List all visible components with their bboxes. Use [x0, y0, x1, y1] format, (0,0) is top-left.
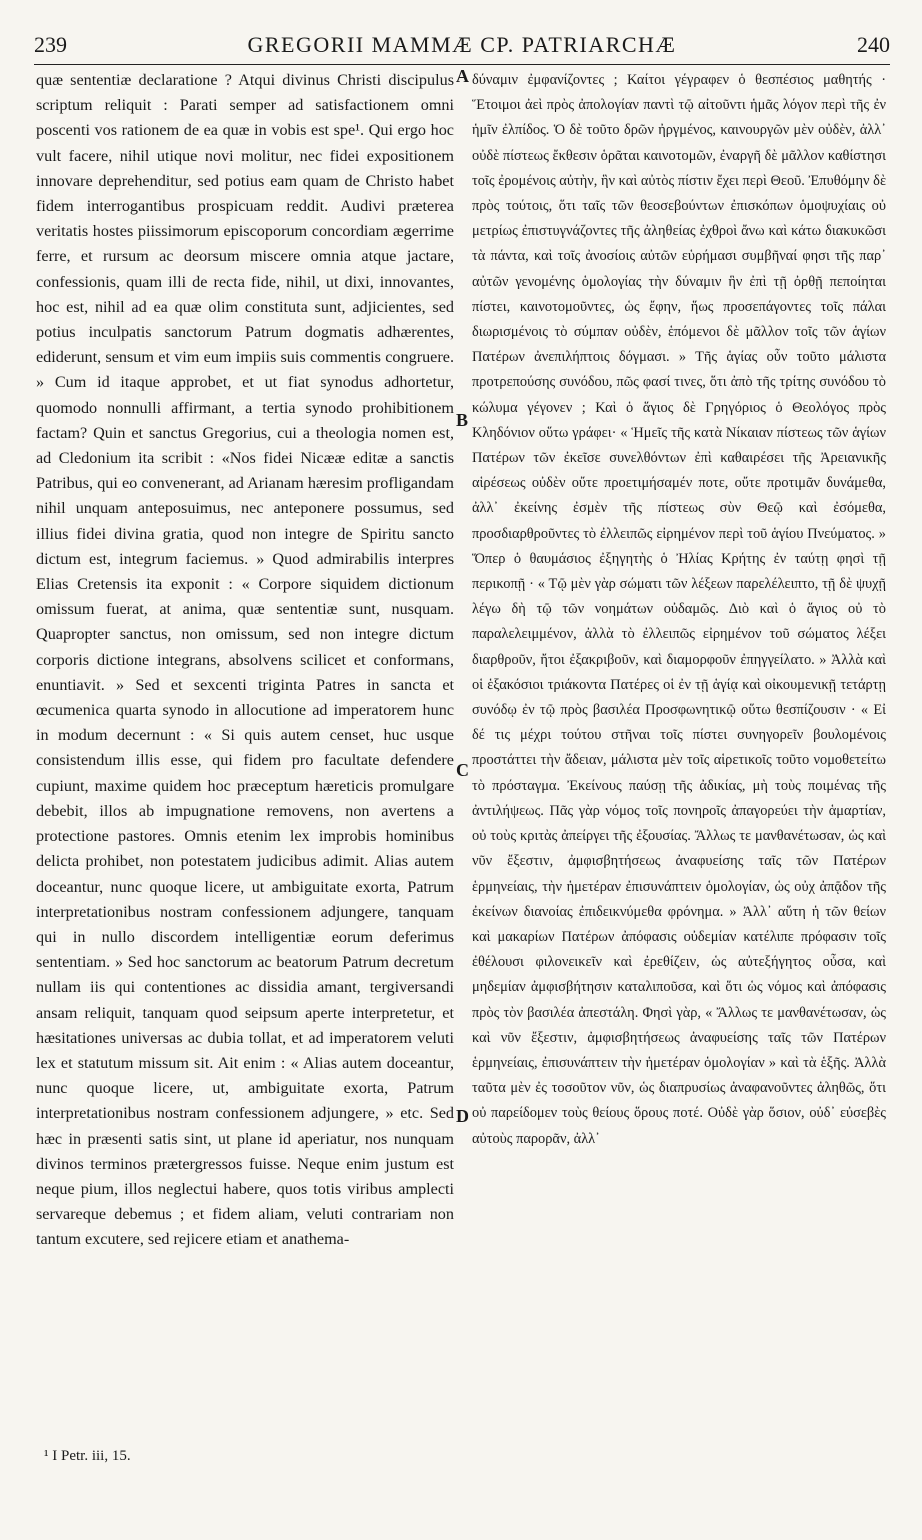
margin-marker-c: C — [456, 760, 469, 780]
page-number-left: 239 — [34, 32, 67, 57]
greek-column — [472, 68, 886, 1438]
latin-column — [36, 68, 454, 1438]
running-title: GREGORII MAMMÆ CP. PATRIARCHÆ — [247, 32, 677, 57]
greek-text: δύναμιν ἐμφανίζοντες ; Καίτοι γέγραφεν ὁ θεσπέσιος μαθητής · Ἕτοιμοι ἀεὶ πρὸς ἀπολογίαν παντὶ τῷ αἰτοῦντι ἡμᾶς λόγον περὶ τῆς ἐν ἡμῖν ἐλπίδος. Ὁ δὲ τοῦτο δρῶν ἠργμένος, καινουργῶν μὲν οὐδὲν, ἀλλ᾽ οὐδὲ πίστεως ἔκθεσιν ὁρᾶται καινοτομῶν, ἐναργῆ δὲ μᾶλλον καθίστησι τοῖς ἐρομένοις αὐτὴν, ἣν καὶ αὐτὸς πίστιν ἔχει περὶ Θεοῦ. Ἐπυθόμην δὲ πρὸς τούτοις, ὅτι ταῖς τῶν θεοσεβούντων ἐπισκόπων ὁμοψυχίαις οὐ μετρίως ἐπιστυγνάζοντες τῆς ἀληθείας ἐχθροὶ ἄνω καὶ κάτω διακυκῶσι τὰ πάντα, καὶ τοῖς ἀνοσίοις αὐτῶν εὑρήμασι συμβῆναί φησι τῆς παρ᾽ αὐτῶν γενομένης ὁμολογίας τὴν δύναμιν ἣν ἐπὶ τῇ ὀρθῇ πεποίηται πίστει, καινοτομοῦντες, ὡς ἔφην, ἥως προσεπάγοντες τοῖς πάλαι διωρισμένοις τὸ σύμπαν οὐδὲν, ἑπόμενοι δὲ μᾶλλον τοῖς τῶν ἁγίων Πατέρων ἀνεπιλήπτοις δόγμασι. » Τῆς ἁγίας οὖν τοῦτο μάλιστα προτρεπούσης συνόδου, πῶς φασί τινες, ὅτι ἀπὸ τῆς τρίτης συνόδου τὸ κώλυμα γέγονεν ; Καὶ ὁ ἅγιος δὲ Γρηγόριος ὁ Θεολόγος πρὸς Κληδόνιον οὕτω γράφει· « Ἡμεῖς τῆς κατὰ Νίκαιαν πίστεως τῶν ἁγίων Πατέρων τῶν ἐκεῖσε συνελθόντων ἐπὶ καθαιρέσει τῆς Ἀρειανικῆς αἱρέσεως οὐδὲν οὔτε προετιμήσαμέν ποτε, οὔτε προτιμᾶν δυνάμεθα, ἀλλ᾽ ἐκείνης ἐσμὲν τῆς πίστεως σὺν Θεῷ καὶ ἐσόμεθα, προσδιαρθροῦντες τὸ ἐλλειπῶς εἰρημένον περὶ τοῦ ἁγίου Πνεύματος. » Ὅπερ ὁ θαυμάσιος ἐξηγητὴς ὁ Ἠλίας Κρήτης ἐν ταύτῃ φησὶ τῇ περικοπῇ · « Τῷ μὲν γὰρ σώματι τῶν λέξεων παρελέλειπτο, τῇ δὲ ψυχῇ λέγω δὴ τῷ τῶν νοημάτων οὐδαμῶς. Διὸ καὶ ὁ ἅγιος οὐ τὸ παραλελειμμένον, ἀλλὰ τὸ ἐλλειπῶς εἰρημένον τοῦ σώματος λέξει διαρθροῦν, ἤτοι ἐξακριβοῦν, καὶ διαμορφοῦν ἐπηγγείλατο. » Ἀλλὰ καὶ οἱ ἑξακόσιοι τριάκοντα Πατέρες οἱ ἐν τῇ ἁγίᾳ καὶ οἰκουμενικῇ τετάρτῃ συνόδῳ ἐν τῷ πρὸς βασιλέα Προσφωνητικῷ οὕτω θεσπίζουσιν · « Εἰ δέ τις μέχρι τούτου στῆναι τοῖς πίστει συνηγορεῖν βουλομένοις προστάττει τὴν ἄδειαν, μάλιστα μὲν τοῖς αἱρετικοῖς τοῦτο νομοθετείτω τὸ πρόσταγμα. Ἐκείνους παύσῃ τῆς ἀδικίας, μὴ τοὺς ποιμένας τῆς ἀντιλήψεως. Πᾶς γὰρ νόμος τοῖς πονηροῖς ἀπαγορεύει τὴν ἁμαρτίαν, οὐ τοὺς κριτὰς ἀπείργει τῆς ἐξουσίας. Ἄλλως τε μανθανέτωσαν, ὡς καὶ νῦν ἔξεστιν, ἀμφισβητήσεως ἀναφυείσης ταῖς τῶν Πατέρων ἑρμηνείαις, τὴν ἡμετέραν ἐπισυνάπτειν ὁμολογίαν, ὡς οὐχ ἀπᾷδον τῆς ἐκείνων διανοίας ἐπιδεικνύμεθα φρόνημα. » Ἀλλ᾽ αὕτη ἡ τῶν θείων καὶ μακαρίων Πατέρων ἀπόφασις οὐδεμίαν κατέλιπε πρόφασιν τοῖς ἐθέλουσι φιλονεικεῖν καὶ ἐρεθίζειν, ὡς αὐτεξήγητος οὖσα, καὶ μηδεμίαν ἀμφισβήτησιν καταλιποῦσα, καὶ ὅτι ὡς νόμος καὶ ἀπόφασις πρὸς τὸν βασιλέα ἀπεστάλη. Φησὶ γὰρ, « Ἄλλως τε μανθανέτωσαν, ὡς καὶ νῦν ἔξεστιν, ἀμφισβητήσεως ἀναφυείσης ταῖς τῶν Πατέρων ἑρμηνείαις, ἐπισυνάπτειν τὴν ἡμετέραν ὁμολογίαν » καὶ τὰ ἑξῆς. Ἀλλὰ ταῦτα μὲν ἐς τοσοῦτον νῦν, ὡς διαπρυσίως ἀναφανοῦντες ἀληθῶς, ὅτι οὐ παρείδομεν τοὺς θείους ὅρους ποτέ. Οὐδὲ γὰρ ὅσιον, οὐδ᾽ εὐσεβὲς αὐτοὺς παρορᾶν, ἀλλ᾽ — [472, 72, 886, 1147]
margin-marker-d: D — [456, 1106, 469, 1126]
page-number-right: 240 — [857, 32, 890, 57]
footnote: ¹ I Petr. iii, 15. — [44, 1448, 131, 1464]
page-header — [34, 30, 890, 65]
latin-text: quæ sententiæ declaratione ? Atqui divinus Christi discipulus scriptum reliquit : Parati semper ad satisfactionem omni poscenti vos rationem de ea quæ in vobis est spe¹. Qui ergo hoc vult facere, nihil utique novi molitur, nec fidei expositionem innovare deprehenditur, sed potius eam quam de Christo habet fidem interrogantibus prospicuam reddit. Audivi præterea veritatis hostes piissimorum episcoporum concordiam ægerrime ferre, et rursum ac deorsum miscere omnia atque jactare, confessionis, quam illi de recta fide, nihil, ut dixi, innovantes, hoc est, nihil ad ea quæ olim constituta sunt, adjicientes, sed potius inculpatis sanctorum Patrum dogmatis adhærentes, ediderunt, sensum et vim eum impiis suis commentis congruere. » Cum id itaque approbet, et ut fiat synodus adhortetur, quomodo nonnulli affirmant, a tertia synodo prohibitionem factam? Quin et sanctus Gregorius, cui a theologia nomen est, ad Cledonium ita scribit : «Nos fidei Nicææ editæ a sanctis Patribus, qui eo convenerant, ad Arianam hæresim profligandam nihil unquam anteposuimus, nec anteponere possumus, sed illius fidei divina gratia, quod non integre de Spiritu sancto dictum est, integrum faciemus. » Quod admirabilis interpres Elias Cretensis ita exponit : « Corpore siquidem dictionum omissum fuerat, at anima, quæ sententiæ sunt, nusquam. Quapropter sanctus, non omissum, sed non integre dictum corporis dictione integrans, absolvens scilicet et conformans, enuntiavit. » Sed et sexcenti triginta Patres in sancta et œcumenica quarta synodo in allocutione ad imperatorem hunc in modum decernunt : « Si quis autem censet, huc usque consistendum illis esse, qui fidem pro facultate defendere cupiunt, maxime quidem hoc præceptum hæreticis promulgare debebit, illos ab impugnatione removens, non avertens a protectione pastores. Omnis etenim lex improbis hominibus delicta prohibet, non potestatem judicibus adimit. Alias autem doceantur, nunc quoque licere, ut ambiguitate exorta, Patrum interpretationibus nostram confessionem adjungere, tanquam qui in nullo discordem intelligentiæ eorum deferimus sententiam. » Sed hoc sanctorum ac beatorum Patrum decretum nullam iis qui contentiones ac dissidia amant, tergiversandi ansam reliquit, tanquam quod seipsum aperte interpretetur, et hæsitationes universas ac dubia tollat, et ad imperatorem veluti lex et statutum missum sit. Ait enim : « Alias autem doceantur, nunc quoque licere, ut, ambiguitate exorta, Patrum interpretationibus nostram confessionem adjungere, » etc. Sed hæc in præsenti satis sint, ut plane id aperiatur, nos nunquam divinos terminos prætergressos fuisse. Neque enim justum est neque pium, illos neglectui habere, quos totis viribus amplecti servareque debemus ; et fidem aliam, veluti contrariam non tantum excutere, sed rejicere etiam et anathema- — [36, 71, 454, 1249]
margin-marker-b: B — [456, 410, 469, 430]
margin-marker-a: A — [456, 66, 469, 86]
